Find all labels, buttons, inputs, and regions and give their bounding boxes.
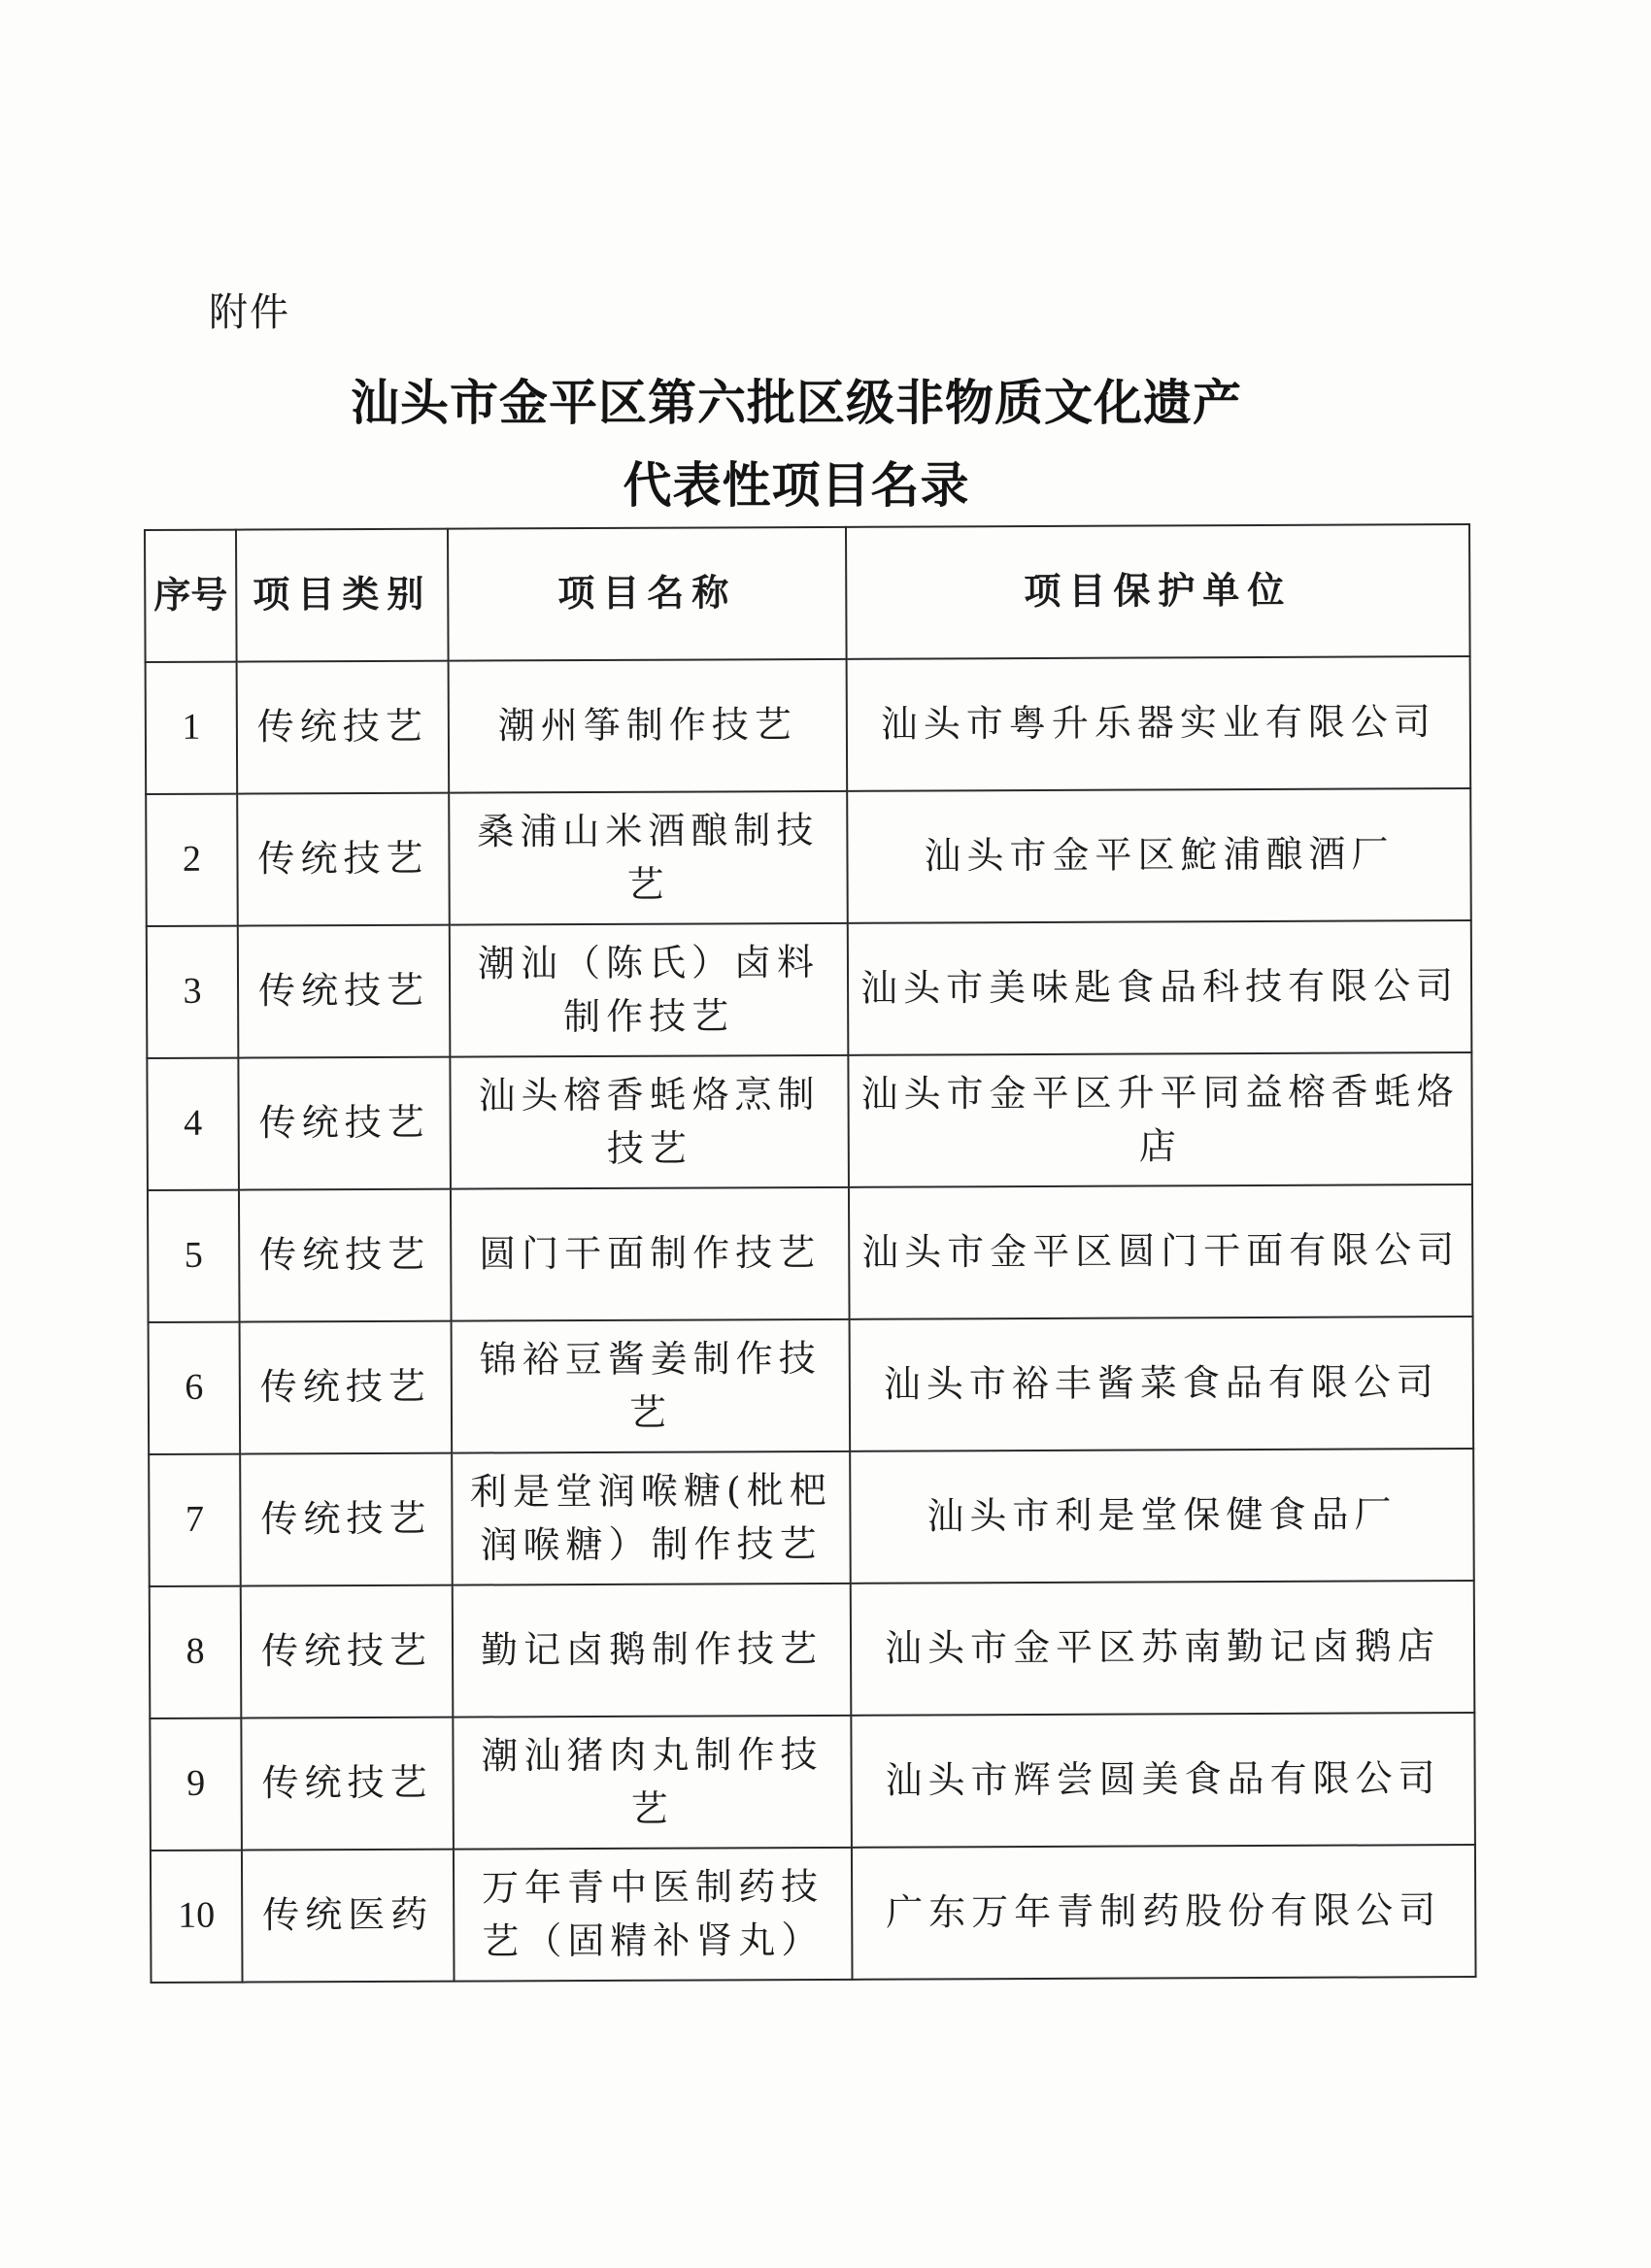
heritage-project-table	[144, 523, 1477, 1984]
header-name: 项目名称	[448, 527, 847, 661]
cell-name: 桑浦山米酒酿制技艺	[449, 791, 848, 925]
cell-no: 1	[146, 662, 238, 794]
table-header-row	[145, 524, 1470, 662]
header-unit: 项目保护单位	[846, 524, 1470, 659]
table-row	[150, 1581, 1475, 1718]
cell-unit: 广东万年青制药股份有限公司	[852, 1845, 1476, 1980]
cell-name: 潮汕猪肉丸制作技艺	[453, 1716, 852, 1850]
table-row	[147, 920, 1472, 1058]
cell-unit: 汕头市粤升乐器实业有限公司	[847, 656, 1471, 791]
table-row	[148, 1184, 1473, 1322]
attachment-label: 附件	[209, 290, 290, 335]
header-no: 序号	[145, 530, 237, 662]
cell-category: 传统技艺	[237, 793, 450, 926]
cell-unit: 汕头市金平区圆门干面有限公司	[849, 1184, 1473, 1319]
cell-name: 圆门干面制作技艺	[451, 1187, 850, 1321]
cell-no: 10	[151, 1851, 243, 1983]
document-title-line-2: 代表性项目名录	[623, 457, 970, 514]
cell-category: 传统技艺	[238, 1057, 451, 1190]
cell-category: 传统技艺	[241, 1585, 454, 1718]
cell-unit: 汕头市美味匙食品科技有限公司	[848, 920, 1472, 1055]
table-row	[149, 1317, 1474, 1454]
cell-no: 7	[149, 1454, 241, 1586]
cell-category: 传统技艺	[241, 1718, 454, 1851]
cell-no: 4	[147, 1058, 239, 1190]
cell-category: 传统技艺	[240, 1453, 453, 1586]
cell-name: 利是堂润喉糖(枇杷润喉糖）制作技艺	[452, 1451, 851, 1585]
cell-no: 2	[146, 794, 238, 926]
table-row	[147, 1052, 1472, 1190]
cell-unit: 汕头市金平区苏南勤记卤鹅店	[851, 1581, 1475, 1716]
cell-no: 5	[148, 1190, 240, 1322]
document-title-line-1: 汕头市金平区第六批区级非物质文化遗产	[351, 375, 1242, 431]
cell-category: 传统技艺	[238, 925, 451, 1058]
cell-no: 6	[149, 1322, 241, 1454]
cell-category: 传统医药	[242, 1850, 455, 1983]
cell-category: 传统技艺	[239, 1189, 452, 1322]
cell-unit: 汕头市裕丰酱菜食品有限公司	[850, 1317, 1474, 1451]
cell-category: 传统技艺	[237, 661, 450, 794]
header-category: 项目类别	[236, 529, 449, 662]
table-row	[149, 1449, 1474, 1586]
cell-unit: 汕头市利是堂保健食品厂	[850, 1449, 1474, 1584]
table-row	[150, 1713, 1475, 1851]
cell-name: 汕头榕香蚝烙烹制技艺	[450, 1055, 849, 1189]
cell-name: 锦裕豆酱姜制作技艺	[452, 1319, 851, 1453]
cell-unit: 汕头市辉尝圆美食品有限公司	[851, 1713, 1475, 1848]
cell-name: 勤记卤鹅制作技艺	[453, 1584, 852, 1718]
cell-category: 传统技艺	[240, 1321, 453, 1454]
cell-unit: 汕头市金平区鮀浦酿酒厂	[847, 788, 1471, 923]
cell-no: 9	[150, 1718, 242, 1851]
cell-name: 万年青中医制药技艺（固精补肾丸）	[454, 1848, 853, 1982]
cell-no: 3	[147, 926, 239, 1058]
table-row	[146, 788, 1471, 926]
cell-name: 潮州筝制作技艺	[449, 659, 848, 793]
cell-name: 潮汕（陈氏）卤料制作技艺	[450, 923, 849, 1057]
cell-no: 8	[150, 1586, 242, 1718]
table-row	[146, 656, 1471, 794]
table-row	[151, 1845, 1476, 1983]
cell-unit: 汕头市金平区升平同益榕香蚝烙店	[848, 1052, 1472, 1187]
